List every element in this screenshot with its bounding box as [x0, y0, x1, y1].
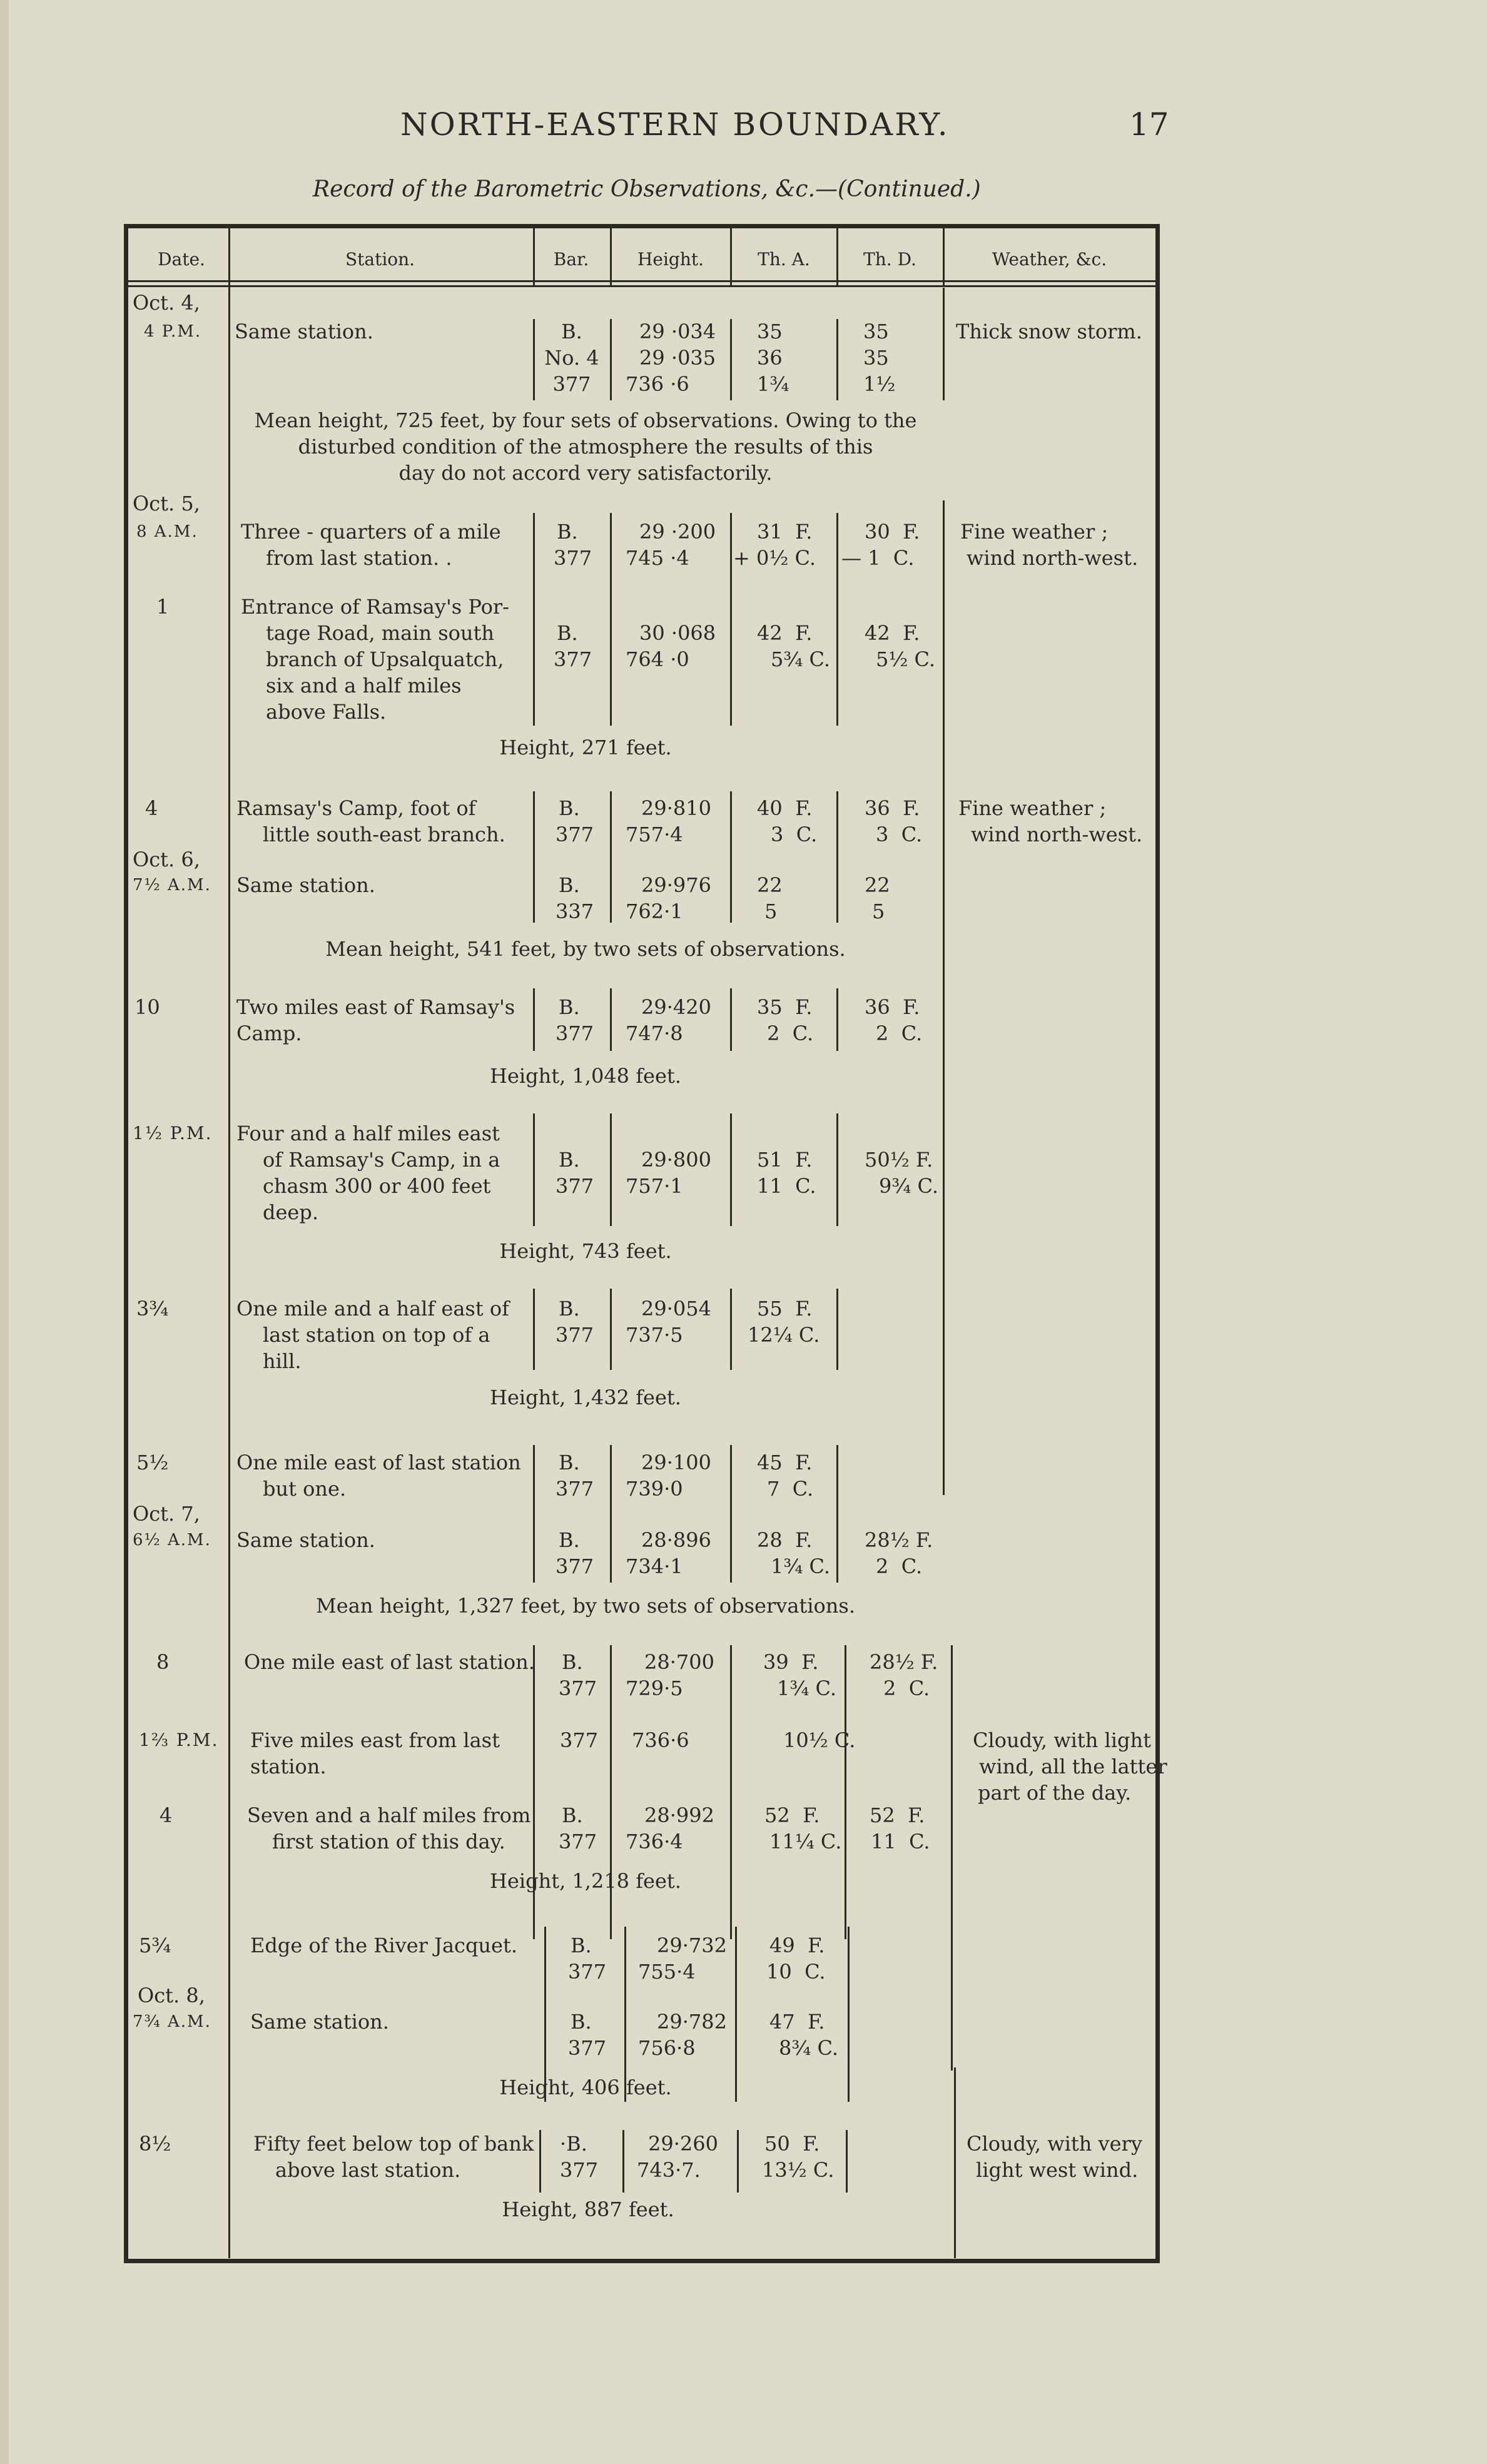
bar-cell: 377: [560, 2158, 599, 2182]
th-d-cell: 35: [863, 320, 889, 343]
height-cell: 737·5: [626, 1323, 683, 1347]
page-number: 17: [1129, 106, 1169, 143]
weather-cell: Thick snow storm.: [956, 320, 1142, 343]
th-a-cell: 36: [757, 346, 783, 370]
cell-rule: [943, 288, 945, 400]
th-a-cell: 47 F.: [769, 2010, 825, 2034]
cell-rule: [730, 1289, 732, 1370]
th-a-cell: 22: [757, 873, 783, 897]
height-cell: 29·054: [641, 1297, 711, 1321]
cell-rule: [610, 1289, 612, 1370]
th-d-cell: 36 F.: [865, 995, 920, 1019]
bar-cell: 377: [556, 1323, 594, 1347]
height-cell: 30 ·068: [639, 621, 716, 645]
bar-cell: 377: [560, 1728, 599, 1752]
date-cell: 4: [145, 796, 158, 820]
cell-rule: [622, 2130, 624, 2193]
station-cell: branch of Upsalquatch,: [266, 647, 504, 671]
cell-rule: [836, 1445, 838, 1583]
cell-rule: [533, 791, 535, 923]
bar-cell: 377: [556, 1477, 594, 1501]
th-d-cell: 28½ F.: [870, 1650, 938, 1674]
th-a-cell: 55 F.: [757, 1297, 813, 1321]
bar-cell: B.: [559, 873, 580, 897]
height-cell: 745 ·4: [626, 546, 689, 570]
bar-cell: 377: [554, 647, 592, 671]
cell-rule: [730, 513, 732, 726]
th-a-cell: + 0½ C.: [733, 546, 816, 570]
station-cell: above Falls.: [266, 700, 387, 724]
station-cell: but one.: [263, 1477, 347, 1501]
cell-rule: [610, 319, 612, 400]
bar-cell: 377: [554, 546, 592, 570]
height-cell: 747·8: [626, 1022, 683, 1045]
height-cell: 29·810: [641, 796, 711, 820]
height-cell: 739·0: [626, 1477, 683, 1501]
height-cell: 29·782: [657, 2010, 727, 2034]
height-cell: 743·7.: [637, 2158, 701, 2182]
cell-rule: [943, 500, 945, 1495]
th-a-cell: 51 F.: [757, 1148, 813, 1172]
th-d-cell: 5: [872, 900, 885, 923]
date-cell: Oct. 5,: [133, 492, 200, 515]
col-rule-weather-lower: [954, 2067, 956, 2258]
col-rule-header-thd: [836, 228, 838, 286]
cell-rule: [610, 513, 612, 726]
date-cell: 5¾: [139, 1934, 171, 1957]
station-cell: Four and a half miles east: [236, 1122, 500, 1145]
col-header-weather: Weather, &c.: [992, 249, 1107, 270]
date-cell: Oct. 8,: [138, 1984, 205, 2007]
summary-note: Height, 1,218 feet.: [490, 1869, 681, 1893]
date-cell: 3¾: [136, 1297, 169, 1321]
cell-rule: [836, 1113, 838, 1226]
bar-cell: 377: [568, 1960, 607, 1984]
summary-note: Height, 406 feet.: [499, 2076, 672, 2099]
cell-rule: [730, 1113, 732, 1226]
station-cell: Edge of the River Jacquet.: [250, 1934, 517, 1957]
th-a-cell: 5¾ C.: [771, 647, 831, 671]
cell-rule: [533, 1445, 535, 1583]
summary-note: Mean height, 1,327 feet, by two sets of observations.: [316, 1594, 855, 1618]
cell-rule: [951, 1645, 953, 2071]
summary-note: Height, 271 feet.: [499, 736, 672, 759]
th-a-cell: 39 F.: [763, 1650, 819, 1674]
station-cell: Entrance of Ramsay's Por-: [241, 595, 509, 619]
cell-rule: [539, 2130, 541, 2193]
th-a-cell: 45 F.: [757, 1451, 813, 1474]
height-cell: 762·1: [626, 900, 683, 923]
weather-cell: Cloudy, with very: [967, 2132, 1142, 2156]
date-cell: Oct. 6,: [133, 848, 200, 871]
station-cell: six and a half miles: [266, 674, 462, 697]
station-cell: One mile and a half east of: [236, 1297, 509, 1321]
bar-cell: ·B.: [560, 2132, 587, 2156]
th-a-cell: 52 F.: [764, 1803, 820, 1827]
station-cell: chasm 300 or 400 feet: [263, 1174, 491, 1198]
cell-rule: [533, 1645, 535, 1939]
height-cell: 29·976: [641, 873, 711, 897]
weather-cell: part of the day.: [978, 1781, 1132, 1805]
date-cell: 6½ A.M.: [133, 1531, 211, 1549]
th-a-cell: 49 F.: [769, 1934, 825, 1957]
date-cell: Oct. 4,: [133, 291, 200, 315]
cell-rule: [533, 988, 535, 1051]
th-a-cell: 2 C.: [767, 1022, 814, 1045]
col-rule-header-height: [610, 228, 612, 286]
bar-cell: 377: [556, 1174, 594, 1198]
height-cell: 764 ·0: [626, 647, 689, 671]
height-cell: 28·700: [644, 1650, 714, 1674]
col-rule-header-tha: [730, 228, 732, 286]
bar-cell: B.: [562, 1803, 583, 1827]
weather-cell: Cloudy, with light: [973, 1728, 1151, 1752]
height-cell: 734·1: [626, 1554, 683, 1578]
summary-note: Mean height, 541 feet, by two sets of observations.: [325, 937, 846, 961]
station-cell: Three - quarters of a mile: [241, 520, 501, 544]
bar-cell: 377: [556, 1554, 594, 1578]
cell-rule: [836, 1289, 838, 1370]
table-caption: Record of the Barometric Observations, &c.—(Continued.): [313, 176, 981, 202]
bar-cell: 377: [568, 2036, 607, 2060]
height-cell: 755·4: [638, 1960, 696, 1984]
th-d-cell: 1½: [863, 372, 896, 396]
station-cell: tage Road, main south: [266, 621, 494, 645]
th-a-cell: 7 C.: [767, 1477, 814, 1501]
cell-rule: [533, 1113, 535, 1226]
weather-cell: light west wind.: [976, 2158, 1139, 2182]
cell-rule: [836, 319, 838, 400]
summary-note: Height, 1,048 feet.: [490, 1064, 681, 1088]
col-header-date: Date.: [158, 249, 205, 270]
date-cell: 10: [134, 995, 160, 1019]
cell-rule: [730, 791, 732, 923]
th-d-cell: 52 F.: [870, 1803, 925, 1827]
bar-cell: 377: [556, 1022, 594, 1045]
cell-rule: [737, 2130, 739, 2193]
station-cell: Same station.: [235, 320, 373, 343]
cell-rule: [730, 1645, 732, 1939]
header-rule: [128, 280, 1155, 282]
th-a-cell: 10 C.: [766, 1960, 826, 1984]
station-cell: Seven and a half miles from: [247, 1803, 531, 1827]
bar-cell: B.: [559, 995, 580, 1019]
height-cell: 757·1: [626, 1174, 683, 1198]
date-cell: 8 A.M.: [136, 522, 198, 541]
th-a-cell: 35: [757, 320, 783, 343]
th-a-cell: 31 F.: [757, 520, 813, 544]
date-cell: 8½: [139, 2132, 171, 2156]
th-d-cell: 42 F.: [865, 621, 920, 645]
date-cell: 4 P.M.: [144, 322, 202, 341]
th-a-cell: 13½ C.: [762, 2158, 835, 2182]
date-cell: 4: [160, 1803, 173, 1827]
cell-rule: [836, 791, 838, 923]
cell-rule: [610, 1445, 612, 1583]
th-d-cell: 5½ C.: [876, 647, 936, 671]
cell-rule: [730, 988, 732, 1051]
summary-note: Mean height, 725 feet, by four sets of observations. Owing to the: [254, 408, 917, 432]
weather-cell: wind, all the latter: [979, 1755, 1167, 1778]
bar-cell: B.: [559, 796, 580, 820]
station-cell: Same station.: [250, 2010, 389, 2034]
th-a-cell: 28 F.: [757, 1528, 813, 1552]
running-header: NORTH-EASTERN BOUNDARY.: [400, 106, 950, 143]
weather-cell: wind north-west.: [967, 546, 1139, 570]
bar-cell: B.: [559, 1148, 580, 1172]
bar-cell: 377: [559, 1676, 597, 1700]
th-d-cell: 30 F.: [865, 520, 920, 544]
cell-rule: [610, 988, 612, 1051]
station-cell: Two miles east of Ramsay's: [236, 995, 515, 1019]
bar-cell: B.: [559, 1297, 580, 1321]
th-d-cell: 28½ F.: [865, 1528, 933, 1552]
bar-cell: B.: [562, 1650, 583, 1674]
th-a-cell: 8¾ C.: [779, 2036, 839, 2060]
cell-rule: [730, 1445, 732, 1583]
height-cell: 757·4: [626, 823, 683, 846]
summary-note: disturbed condition of the atmosphere the results of this: [298, 435, 873, 459]
station-cell: deep.: [263, 1200, 319, 1224]
th-a-cell: 1¾ C.: [771, 1554, 831, 1578]
date-cell: Oct. 7,: [133, 1502, 200, 1526]
station-cell: Ramsay's Camp, foot of: [236, 796, 476, 820]
station-cell: hill.: [263, 1349, 302, 1373]
height-cell: 29·260: [648, 2132, 718, 2156]
cell-rule: [610, 1645, 612, 1939]
th-a-cell: 12¼ C.: [748, 1323, 820, 1347]
cell-rule: [846, 2130, 848, 2193]
height-cell: 736·6: [632, 1728, 689, 1752]
date-cell: 1: [156, 595, 170, 619]
bar-cell: B.: [559, 1528, 580, 1552]
cell-rule: [533, 1289, 535, 1370]
station-cell: Five miles east from last: [250, 1728, 500, 1752]
date-cell: 5½: [136, 1451, 169, 1474]
th-d-cell: 22: [865, 873, 890, 897]
th-d-cell: 9¾ C.: [879, 1174, 939, 1198]
bar-cell: 337: [556, 900, 594, 923]
th-d-cell: 36 F.: [865, 796, 920, 820]
cell-rule: [610, 1113, 612, 1226]
bar-cell: B.: [561, 320, 582, 343]
th-d-cell: — 1 C.: [841, 546, 915, 570]
summary-note: Height, 887 feet.: [502, 2198, 674, 2221]
height-cell: 29 ·035: [639, 346, 716, 370]
th-a-cell: 1¾: [757, 372, 789, 396]
col-header-height: Height.: [637, 249, 704, 270]
th-a-cell: 11 C.: [757, 1174, 816, 1198]
cell-rule: [836, 988, 838, 1051]
cell-rule: [610, 791, 612, 923]
th-d-cell: 2 C.: [876, 1022, 923, 1045]
height-cell: 29·100: [641, 1451, 711, 1474]
cell-rule: [730, 319, 732, 400]
page-binding-edge: [0, 0, 9, 2464]
cell-rule: [533, 513, 535, 726]
bar-cell: B.: [557, 520, 578, 544]
station-cell: Same station.: [236, 873, 375, 897]
th-a-cell: 3 C.: [771, 823, 818, 846]
summary-note: Height, 1,432 feet.: [490, 1386, 681, 1409]
date-cell: 7½ A.M.: [133, 876, 211, 895]
col-header-station: Station.: [345, 249, 415, 270]
th-a-cell: 50 F.: [764, 2132, 820, 2156]
col-header-th-d: Th. D.: [863, 249, 916, 270]
bar-cell: B.: [571, 1934, 592, 1957]
height-cell: 28·896: [641, 1528, 711, 1552]
height-cell: 736·4: [626, 1830, 683, 1853]
cell-rule: [836, 513, 838, 726]
th-a-cell: 11¼ C.: [769, 1830, 842, 1853]
bar-cell: 377: [552, 372, 591, 396]
station-cell: of Ramsay's Camp, in a: [263, 1148, 500, 1172]
weather-cell: wind north-west.: [971, 823, 1143, 846]
summary-note: day do not accord very satisfactorily.: [398, 461, 773, 485]
station-cell: little south-east branch.: [263, 823, 505, 846]
th-a-cell: 1¾ C.: [777, 1676, 837, 1700]
station-cell: Fifty feet below top of bank: [253, 2132, 534, 2156]
th-d-cell: 11 C.: [871, 1830, 930, 1853]
date-cell: 7¾ A.M.: [133, 2012, 211, 2031]
weather-cell: Fine weather ;: [958, 796, 1107, 820]
col-rule-header-bar: [533, 228, 535, 286]
bar-cell: B.: [571, 2010, 592, 2034]
th-d-cell: 3 C.: [876, 823, 923, 846]
height-cell: 729·5: [626, 1676, 683, 1700]
bar-cell: 377: [559, 1830, 597, 1853]
bar-cell: B.: [557, 621, 578, 645]
th-d-cell: 50½ F.: [865, 1148, 933, 1172]
height-cell: 29·732: [657, 1934, 727, 1957]
col-header-bar: Bar.: [553, 249, 589, 270]
station-cell: One mile east of last station.: [244, 1650, 535, 1674]
th-d-cell: 2 C.: [876, 1554, 923, 1578]
bar-cell: B.: [559, 1451, 580, 1474]
date-cell: 8: [156, 1650, 170, 1674]
height-cell: 29·420: [641, 995, 711, 1019]
th-a-cell: 10½ C.: [783, 1728, 856, 1752]
col-header-th-a: Th. A.: [758, 249, 810, 270]
height-cell: 29·800: [641, 1148, 711, 1172]
height-cell: 29 ·200: [639, 520, 716, 544]
station-cell: Camp.: [236, 1022, 302, 1045]
station-cell: station.: [250, 1755, 327, 1778]
weather-cell: Fine weather ;: [960, 520, 1109, 544]
station-cell: Same station.: [236, 1528, 375, 1552]
height-cell: 756·8: [638, 2036, 696, 2060]
height-cell: 28·992: [644, 1803, 714, 1827]
bar-cell: No. 4: [544, 346, 599, 370]
header-rule-double: [128, 285, 1155, 287]
height-cell: 29 ·034: [639, 320, 716, 343]
station-cell: last station on top of a: [263, 1323, 490, 1347]
th-a-cell: 40 F.: [757, 796, 813, 820]
col-rule-header-weather: [943, 228, 945, 286]
height-cell: 736 ·6: [626, 372, 689, 396]
station-cell: first station of this day.: [272, 1830, 505, 1853]
station-cell: One mile east of last station: [236, 1451, 521, 1474]
cell-rule: [845, 1645, 846, 1939]
th-d-cell: 35: [863, 346, 889, 370]
th-a-cell: 5: [764, 900, 778, 923]
date-cell: 1⅔ P.M.: [139, 1730, 219, 1750]
th-d-cell: 2 C.: [883, 1676, 930, 1700]
summary-note: Height, 743 feet.: [499, 1239, 672, 1263]
date-cell: 1½ P.M.: [133, 1123, 213, 1143]
station-cell: above last station.: [275, 2158, 461, 2182]
col-rule-date: [228, 228, 230, 2258]
th-a-cell: 35 F.: [757, 995, 813, 1019]
th-a-cell: 42 F.: [757, 621, 813, 645]
station-cell: from last station. .: [266, 546, 452, 570]
bar-cell: 377: [556, 823, 594, 846]
